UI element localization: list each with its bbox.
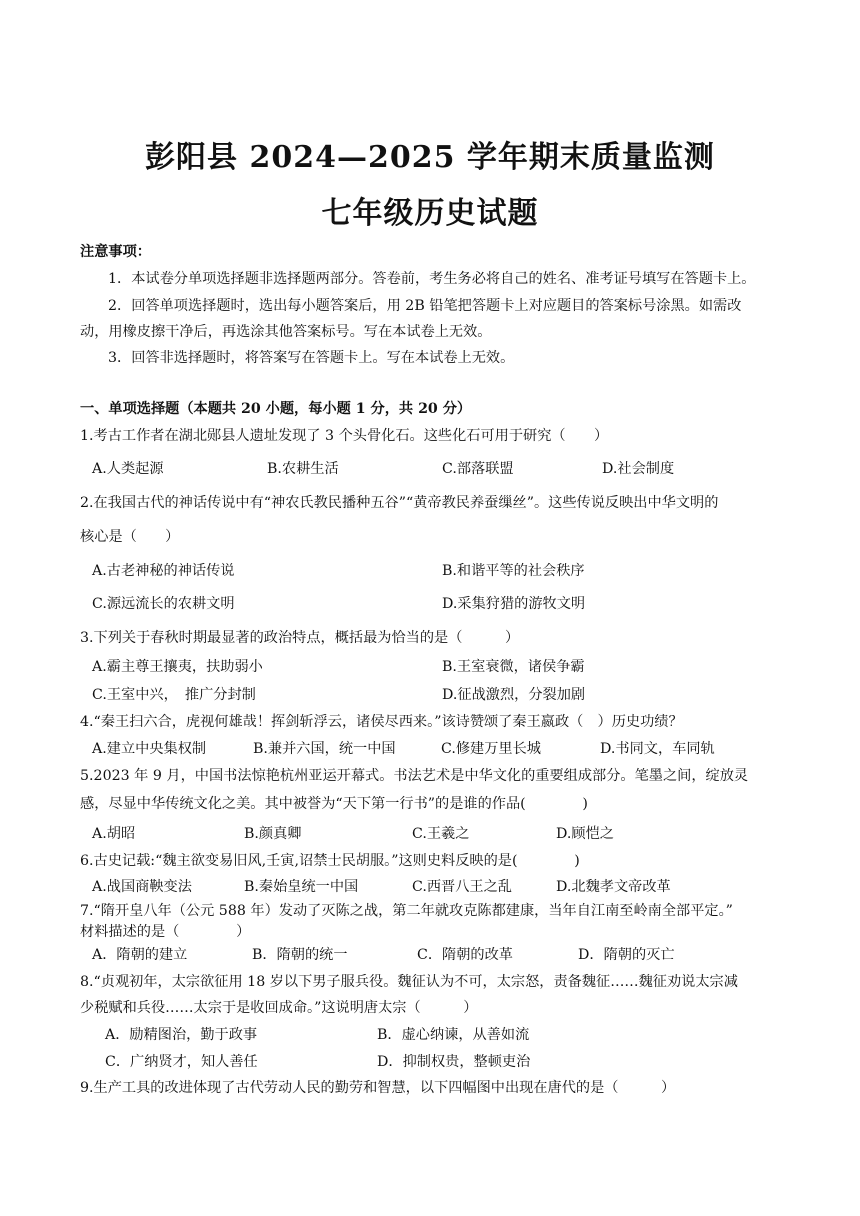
option-a: A．励精图治，勤于政事: [105, 1027, 258, 1043]
notice-item: 3．回答非选择题时，将答案写在答题卡上。写在本试卷上无效。: [108, 350, 515, 366]
option-c: C.修建万里长城: [441, 741, 541, 757]
question-stem: 1.考古工作者在湖北郧县人遗址发现了 3 个头骨化石。这些化石可用于研究（ ）: [80, 428, 609, 444]
option-c: C.西晋八王之乱: [412, 879, 512, 895]
option-d: D.采集狩猎的游牧文明: [442, 596, 586, 612]
question-stem: 5.2023 年 9 月，中国书法惊艳杭州亚运开幕式。书法艺术是中华文化的重要组成部分。笔墨之间，绽放灵: [80, 768, 749, 784]
option-b: B.农耕生活: [267, 461, 339, 477]
option-a: A.建立中央集权制: [92, 741, 207, 757]
question-stem: 材料描述的是（ ）: [80, 924, 251, 940]
notice-item: 2．回答单项选择题时，选出每小题答案后，用 2B 铅笔把答题卡上对应题目的答案标号涂黑。如需改: [108, 298, 742, 314]
option-c: C.源远流长的农耕文明: [92, 596, 235, 612]
exam-title: 彭阳县 2024—2025 学年期末质量监测: [145, 140, 715, 175]
option-a: A.古老神秘的神话传说: [92, 563, 235, 579]
notice-item: 动，用橡皮擦干净后，再选涂其他答案标号。写在本试卷上无效。: [80, 324, 492, 340]
question-stem: 6.古史记载:“魏主欲变易旧风,壬寅,诏禁士民胡服。”这则史料反映的是( ): [80, 853, 580, 869]
option-a: A.霸主尊王攘夷，扶助弱小: [92, 659, 263, 675]
option-b: B.颜真卿: [244, 826, 302, 842]
option-b: B.秦始皇统一中国: [244, 879, 359, 895]
option-d: D.征战激烈，分裂加剧: [442, 687, 586, 703]
notice-heading: 注意事项：: [80, 244, 151, 260]
question-stem: 8.“贞观初年，太宗欲征用 18 岁以下男子服兵役。魏征认为不可，太宗怒，责备魏征……魏征劝说太宗减: [80, 974, 738, 990]
question-stem: 4.“秦王扫六合，虎视何雄哉！挥剑斩浮云，诸侯尽西来。”该诗赞颂了秦王嬴政（ ）历史功绩？: [80, 714, 683, 730]
option-b: B．隋朝的统一: [252, 947, 348, 963]
option-b: B.王室衰微，诸侯争霸: [442, 659, 585, 675]
option-d: D.北魏孝文帝改革: [556, 879, 671, 895]
option-d: D．隋朝的灭亡: [578, 947, 675, 963]
option-c: C．广纳贤才，知人善任: [105, 1054, 258, 1070]
option-b: B．虚心纳谏，从善如流: [377, 1027, 530, 1043]
option-b: B.和谐平等的社会秩序: [442, 563, 585, 579]
option-b: B.兼并六国，统一中国: [253, 741, 396, 757]
section-heading: 一、单项选择题（本题共 20 小题，每小题 1 分，共 20 分）: [80, 401, 472, 417]
option-c: C.王室中兴， 推广分封制: [92, 687, 256, 703]
option-d: D.书同文，车同轨: [600, 741, 715, 757]
question-stem: 2.在我国古代的神话传说中有“神农氏教民播种五谷”“黄帝教民养蚕缫丝”。这些传说反映出中华文明的: [80, 495, 719, 511]
option-d: D．抑制权贵，整顿吏治: [377, 1054, 531, 1070]
option-a: A.胡昭: [92, 826, 136, 842]
question-stem: 3.下列关于春秋时期最显著的政治特点，概括最为恰当的是（ ）: [80, 630, 520, 646]
option-a: A．隋朝的建立: [92, 947, 188, 963]
exam-subtitle: 七年级历史试题: [321, 196, 539, 231]
option-c: C.王羲之: [412, 826, 470, 842]
question-stem: 少税赋和兵役……太宗于是收回成命。”这说明唐太宗（ ）: [80, 1000, 478, 1016]
question-stem: 7.“隋开皇八年（公元 588 年）发动了灭陈之战，第二年就攻克陈都建康，当年自江南至岭南全部平定。”: [80, 903, 733, 919]
option-c: C.部落联盟: [442, 461, 514, 477]
option-c: C．隋朝的改革: [417, 947, 513, 963]
option-d: D.顾恺之: [556, 826, 614, 842]
question-stem: 感，尽显中华传统文化之美。其中被誉为“天下第一行书”的是谁的作品( ): [80, 796, 588, 812]
question-stem: 9.生产工具的改进体现了古代劳动人民的勤劳和智慧，以下四幅图中出现在唐代的是（ ）: [80, 1080, 676, 1096]
option-d: D.社会制度: [602, 461, 675, 477]
option-a: A.战国商鞅变法: [92, 879, 192, 895]
option-a: A.人类起源: [92, 461, 164, 477]
question-stem: 核心是（ ）: [80, 529, 180, 545]
notice-item: 1．本试卷分单项选择题非选择题两部分。答卷前，考生务必将自己的姓名、准考证号填写在答题卡上。: [108, 271, 756, 287]
